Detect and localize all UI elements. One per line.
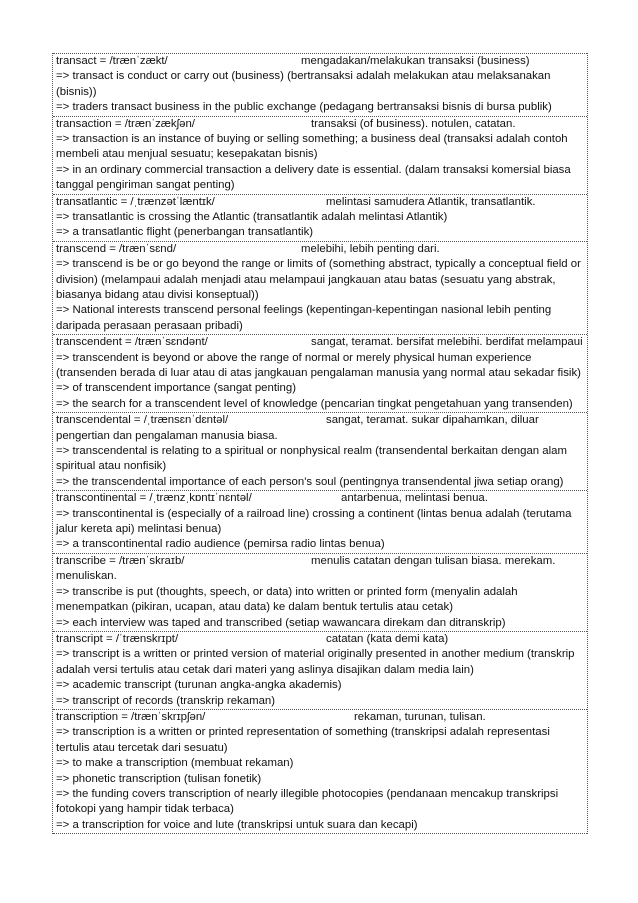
headword-meaning: transaksi (of business). notulen, catatan.: [311, 117, 516, 130]
dictionary-entry: [53, 116, 587, 194]
example-line: => transcend is be or go beyond the range or limits of (something abstract, typically a conceptual field or division) (melampaui adalah menjadi atau melampaui jangkauan atau batas (sesuatu yang abstrak, biasanya bidang atau divisi konseptual)): [56, 258, 581, 302]
dictionary-entry: [53, 53, 587, 116]
headword: transcription = /trænˈskrɪpʃən/: [56, 710, 206, 723]
example-line: => phonetic transcription (tulisan fonetik): [56, 772, 262, 785]
headword: transcendental = /ˌtrænsɛnˈdɛntəl/: [56, 414, 229, 427]
headword: transcontinental = /ˌtrænzˌkɒntɪˈnɛntəl/: [56, 492, 252, 505]
headword: transaction = /trænˈzækʃən/: [56, 117, 195, 130]
dictionary-entry: [53, 412, 587, 490]
headword: transcribe = /trænˈskraɪb/: [56, 554, 185, 567]
headword: transcend = /trænˈsɛnd/: [56, 242, 177, 255]
example-line: => traders transact business in the public exchange (pedagang bertransaksi bisnis di bursa publik): [56, 101, 552, 114]
headword-meaning: melebihi, lebih penting dari.: [301, 242, 440, 255]
meaning-continuation: pengertian dan pengalaman manusia biasa.: [56, 429, 278, 442]
example-line: => a transatlantic flight (penerbangan transatlantik): [56, 226, 314, 239]
example-line: => the funding covers transcription of nearly illegible photocopies (pendanaan mencakup transkripsi fotokopi yang hampir tidak terbaca): [56, 787, 559, 816]
headword-meaning: antarbenua, melintasi benua.: [341, 492, 488, 505]
example-line: => a transcription for voice and lute (transkripsi untuk suara dan kecapi): [56, 818, 418, 831]
entry-header: [56, 554, 585, 569]
example-line: => each interview was taped and transcribed (setiap wawancara direkam dan ditranskrip): [56, 616, 506, 629]
headword-meaning: rekaman, turunan, tulisan.: [354, 710, 486, 723]
example-line: => of transcendent importance (sangat penting): [56, 382, 296, 395]
headword-meaning: menulis catatan dengan tulisan biasa. merekam.: [311, 554, 556, 567]
headword: transatlantic = /ˌtrænzətˈlæntɪk/: [56, 195, 215, 208]
example-line: => transcript is a written or printed version of material originally presented in another medium (transkrip adalah versi tertulis atau cetak dari materi yang aslinya disajikan dalam media lain): [56, 648, 575, 676]
dictionary-entry: [53, 631, 587, 709]
example-line: => National interests transcend personal feelings (kepentingan-kepentingan nasional lebih penting daripada perasaan perasaan pribadi): [56, 304, 552, 332]
dictionary-entry: [53, 241, 587, 334]
example-line: => transatlantic is crossing the Atlantic (transatlantik adalah melintasi Atlantik): [56, 211, 448, 224]
entry-header: [56, 195, 585, 210]
example-line: => academic transcript (turunan angka-angka akademis): [56, 679, 342, 692]
meaning-continuation: menuliskan.: [56, 570, 117, 583]
example-line: => transcription is a written or printed representation of something (transkripsi adalah representasi tertulis atau tercetak dari sesuatu): [56, 726, 550, 754]
example-line: => transcendental is relating to a spiritual or nonphysical realm (transendental berkaitan dengan alam spiritual atau nonfisik): [56, 445, 567, 473]
entry-header: [56, 710, 585, 725]
dictionary-entry: [53, 194, 587, 241]
example-line: => the search for a transcendent level of knowledge (pencarian tingkat pengetahuan yang transenden): [56, 397, 573, 410]
dictionary-entry: [53, 490, 587, 553]
example-line: => transcendent is beyond or above the range of normal or merely physical human experience (transenden berada di luar atau di atas jangkauan pengalaman manusia yang normal atau sekadar fisik): [56, 351, 581, 380]
entry-header: [56, 335, 585, 350]
example-line: => transcontinental is (especially of a railroad line) crossing a continent (lintas benua adalah (terutama jalur kereta api) melintasi benua): [56, 507, 572, 536]
entry-header: [56, 54, 585, 69]
entry-header: [56, 413, 585, 428]
headword-meaning: sangat, teramat. bersifat melebihi. berdifat melampaui: [311, 336, 583, 349]
entry-header: [56, 632, 585, 647]
entry-header: [56, 491, 585, 506]
example-line: => in an ordinary commercial transaction a delivery date is essential. (dalam transaksi komersial biasa tanggal pengiriman sangat penting): [56, 163, 571, 192]
example-line: => transact is conduct or carry out (business) (bertransaksi adalah melakukan atau melaksanakan (bisnis)): [56, 70, 551, 98]
dictionary-entry: [53, 334, 587, 412]
headword-meaning: mengadakan/melakukan transaksi (business): [301, 55, 530, 67]
headword-meaning: catatan (kata demi kata): [326, 632, 449, 645]
dictionary-entry: [53, 553, 587, 631]
dictionary-entry: [53, 709, 587, 834]
headword: transcript = /ˈtrænskrɪpt/: [56, 632, 179, 645]
entry-header: [56, 117, 585, 132]
headword: transcendent = /trænˈsɛndənt/: [56, 336, 208, 349]
dictionary-document: [52, 53, 588, 834]
example-line: => a transcontinental radio audience (pemirsa radio lintas benua): [56, 538, 385, 551]
example-line: => transaction is an instance of buying or selling something; a business deal (transaksi adalah contoh membeli atau menjual sesuatu; kesepakatan bisnis): [56, 133, 568, 161]
example-line: => transcribe is put (thoughts, speech, or data) into written or printed form (menyalin adalah menempatkan (pikiran, ucapan, atau data) ke dalam bentuk tertulis atau cetak): [56, 585, 518, 614]
entry-header: [56, 242, 585, 257]
headword-meaning: sangat, teramat. sukar dipahamkan, diluar: [326, 414, 539, 427]
example-line: => the transcendental importance of each person's soul (pentingnya transendental jiwa setiap orang): [56, 475, 564, 488]
example-line: => to make a transcription (membuat rekaman): [56, 757, 294, 770]
example-line: => transcript of records (transkrip rekaman): [56, 694, 276, 707]
headword-meaning: melintasi samudera Atlantik, transatlantik.: [326, 195, 536, 208]
headword: transact = /trænˈzækt/: [56, 55, 168, 67]
